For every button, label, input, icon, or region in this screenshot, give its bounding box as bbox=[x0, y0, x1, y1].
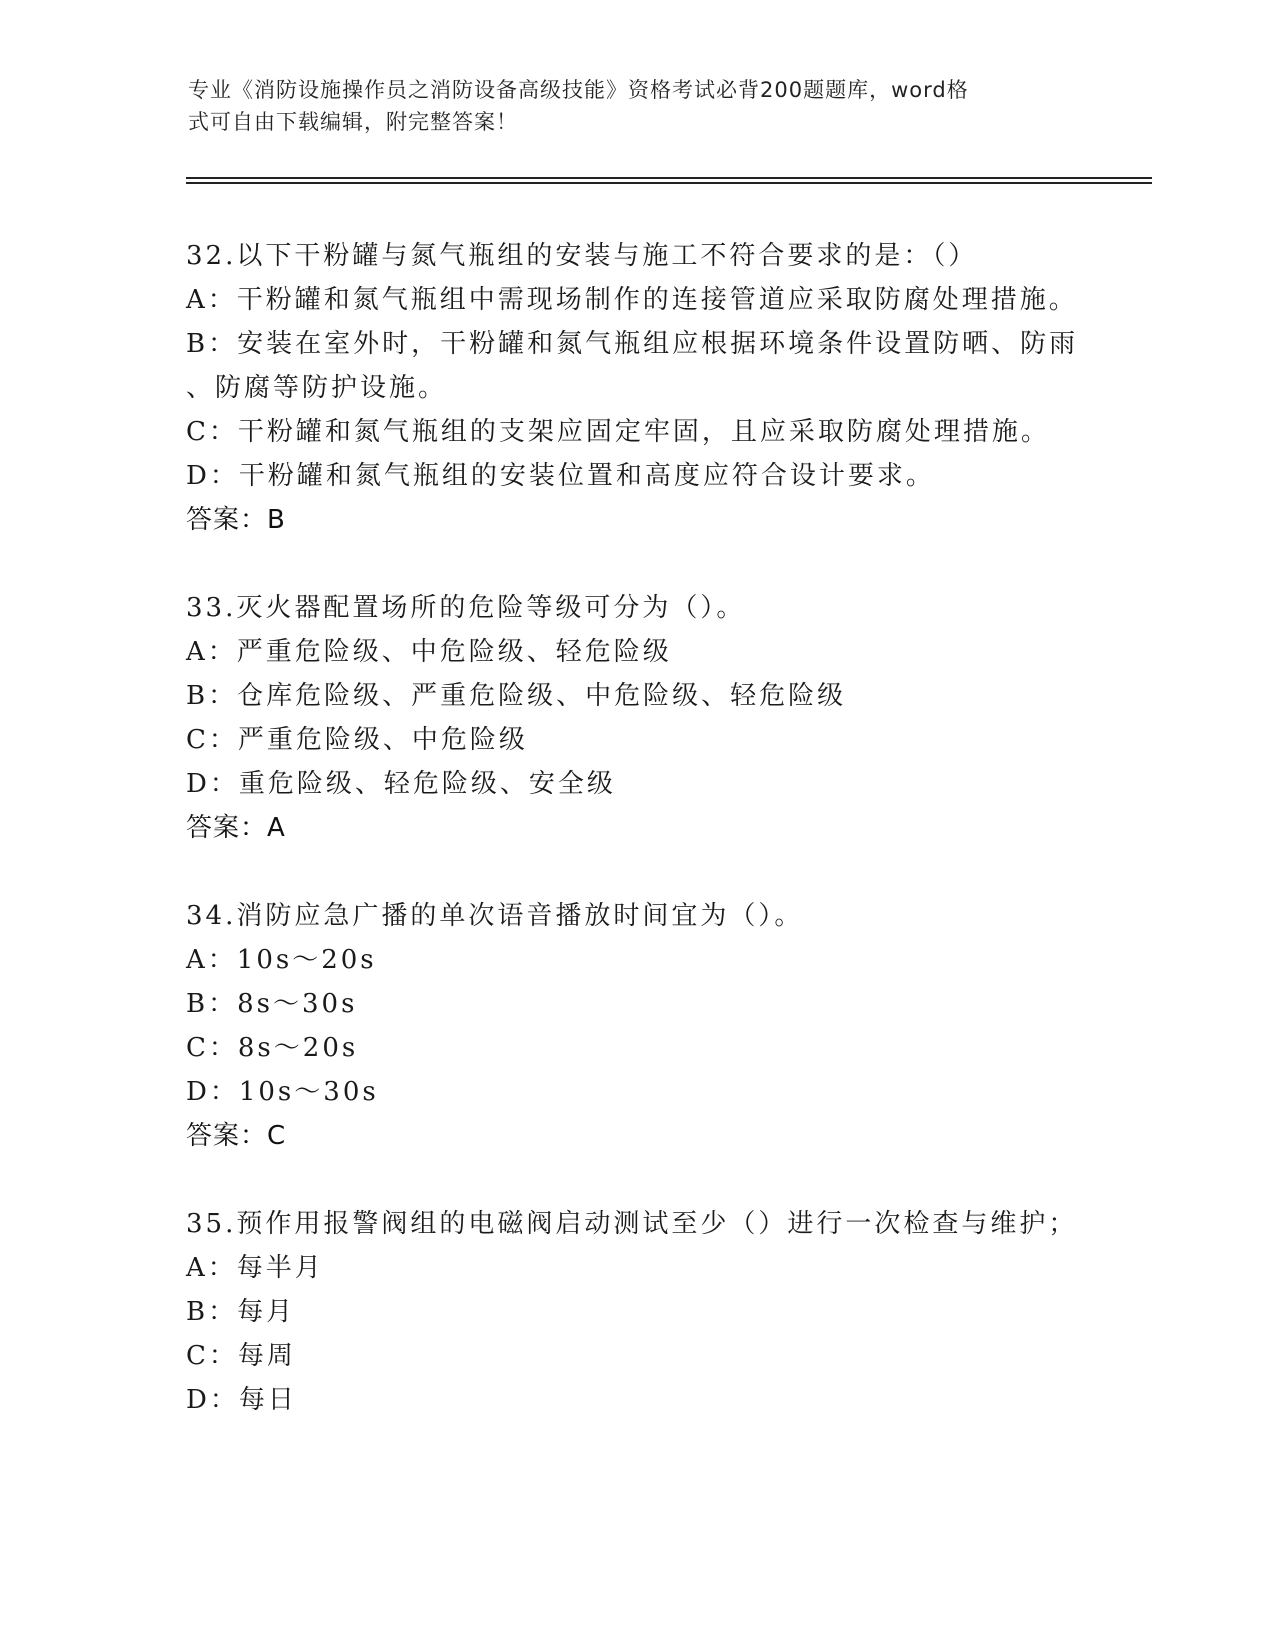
answer-label: 答案：A bbox=[186, 813, 286, 843]
option-d: D：10s～30s bbox=[186, 1077, 379, 1107]
option-d: D：重危险级、轻危险级、安全级 bbox=[186, 769, 616, 799]
answer-label: 答案：B bbox=[186, 505, 286, 535]
question-stem: 33.灭火器配置场所的危险等级可分为（）。 bbox=[186, 593, 746, 623]
question-stem: 34.消防应急广播的单次语音播放时间宜为（）。 bbox=[186, 901, 804, 931]
document-header bbox=[188, 74, 1068, 138]
option-d: D：干粉罐和氮气瓶组的安装位置和高度应符合设计要求。 bbox=[186, 461, 935, 491]
header-line-2: 式可自由下载编辑，附完整答案！ bbox=[188, 110, 518, 134]
option-b: B：每月 bbox=[186, 1297, 296, 1327]
option-a: A：干粉罐和氮气瓶组中需现场制作的连接管道应采取防腐处理措施。 bbox=[186, 285, 1078, 315]
question-stem: 32.以下干粉罐与氮气瓶组的安装与施工不符合要求的是：（） bbox=[186, 241, 978, 271]
option-c: C：干粉罐和氮气瓶组的支架应固定牢固，且应采取防腐处理措施。 bbox=[186, 417, 1050, 447]
header-divider-top bbox=[186, 177, 1152, 179]
question-stem: 35.预作用报警阀组的电磁阀启动测试至少（）进行一次检查与维护； bbox=[186, 1209, 1078, 1239]
option-c: C：严重危险级、中危险级 bbox=[186, 725, 528, 755]
header-divider-bottom bbox=[186, 182, 1152, 184]
option-b: B：仓库危险级、严重危险级、中危险级、轻危险级 bbox=[186, 681, 847, 711]
option-a: A：严重危险级、中危险级、轻危险级 bbox=[186, 637, 672, 667]
option-b: B：安装在室外时，干粉罐和氮气瓶组应根据环境条件设置防晒、防雨 bbox=[186, 329, 1079, 359]
header-line-1: 专业《消防设施操作员之消防设备高级技能》资格考试必背200题题库，word格 bbox=[188, 78, 969, 102]
option-c: C：8s～20s bbox=[186, 1033, 359, 1063]
option-b: B：8s～30s bbox=[186, 989, 358, 1019]
option-a: A：每半月 bbox=[186, 1253, 324, 1283]
option-a: A：10s～20s bbox=[186, 945, 377, 975]
answer-label: 答案：C bbox=[186, 1121, 287, 1151]
option-c: C：每周 bbox=[186, 1341, 296, 1371]
option-d: D：每日 bbox=[186, 1385, 297, 1415]
option-b-continued: 、防腐等防护设施。 bbox=[186, 373, 448, 403]
